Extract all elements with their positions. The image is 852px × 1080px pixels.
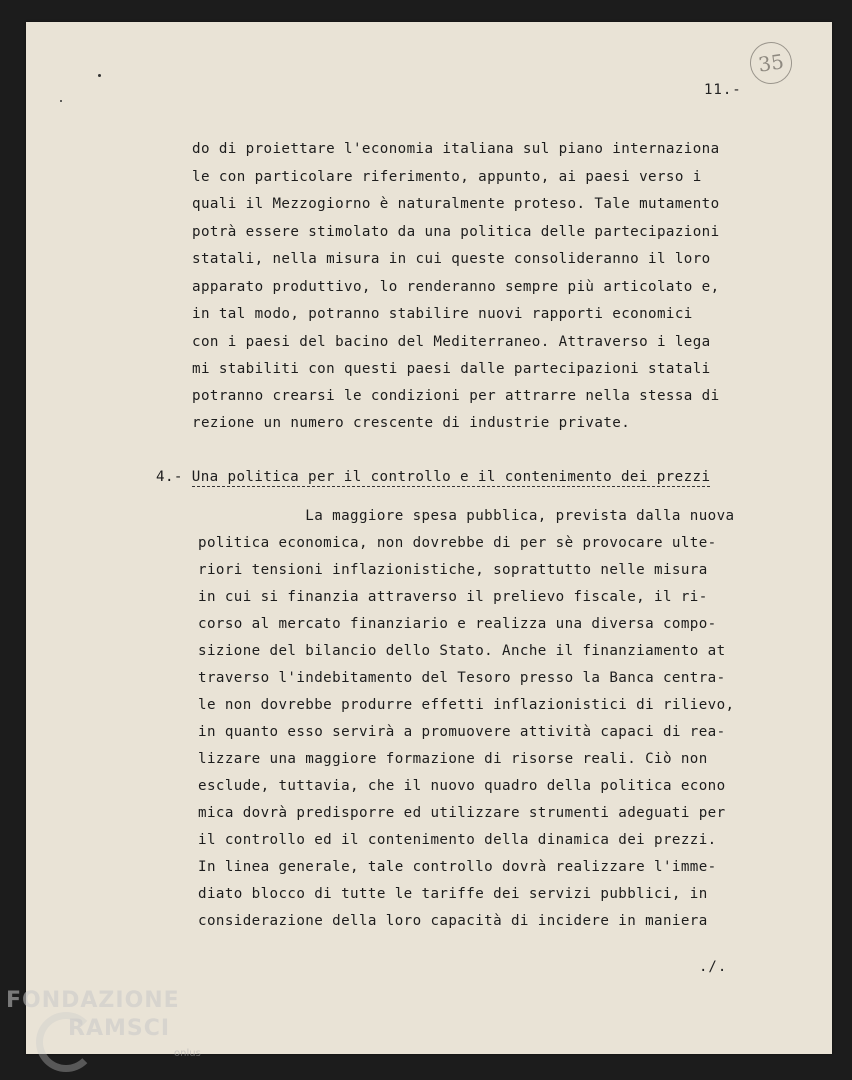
- text-line: mica dovrà predisporre ed utilizzare strumenti adeguati per: [198, 805, 726, 821]
- text-line: apparato produttivo, lo renderanno sempre più articolato e,: [192, 279, 720, 295]
- text-line: riori tensioni inflazionistiche, soprattutto nelle misura: [198, 562, 708, 578]
- text-line: potrà essere stimolato da una politica delle partecipazioni: [192, 224, 720, 240]
- speck: [60, 100, 62, 102]
- text-line: esclude, tuttavia, che il nuovo quadro della politica econo: [198, 778, 726, 794]
- continuation-mark: ./.: [699, 959, 728, 975]
- text-line: La maggiore spesa pubblica, prevista dalla nuova: [198, 508, 735, 524]
- document-page: [26, 22, 832, 1054]
- archive-stamp: 35: [747, 39, 794, 86]
- section-heading: [156, 469, 710, 485]
- watermark-line-2: RAMSCI: [68, 1016, 171, 1041]
- text-line: in cui si finanzia attraverso il prelievo fiscale, il ri-: [198, 589, 708, 605]
- text-line: statali, nella misura in cui queste consolideranno il loro: [192, 251, 711, 267]
- text-line: le non dovrebbe produrre effetti inflazionistici di rilievo,: [198, 697, 735, 713]
- section-title: Una politica per il controllo e il contenimento dei prezzi: [191, 469, 711, 485]
- text-line: corso al mercato finanziario e realizza una diversa compo-: [198, 616, 717, 632]
- text-line: rezione un numero crescente di industrie private.: [192, 415, 631, 431]
- text-line: politica economica, non dovrebbe di per sè provocare ulte-: [198, 535, 717, 551]
- text-line: in quanto esso servirà a promuovere attività capaci di rea-: [198, 724, 726, 740]
- section-number: 4.-: [156, 469, 183, 485]
- page-number: 11.-: [704, 82, 742, 98]
- text-line: con i paesi del bacino del Mediterraneo. Attraverso i lega: [192, 334, 711, 350]
- fondazione-gramsci-watermark: [6, 986, 216, 1076]
- text-line: potranno crearsi le condizioni per attrarre nella stessa di: [192, 388, 720, 404]
- text-line: traverso l'indebitamento del Tesoro presso la Banca centra-: [198, 670, 726, 686]
- watermark-line-3: onlus: [174, 1048, 201, 1059]
- text-line: do di proiettare l'economia italiana sul piano internaziona: [192, 141, 720, 157]
- text-line: il controllo ed il contenimento della dinamica dei prezzi.: [198, 832, 717, 848]
- speck: [98, 74, 101, 77]
- watermark-line-1: FONDAZIONE: [6, 988, 180, 1013]
- text-line: mi stabiliti con questi paesi dalle partecipazioni statali: [192, 361, 711, 377]
- text-line: sizione del bilancio dello Stato. Anche il finanziamento at: [198, 643, 726, 659]
- text-line: diato blocco di tutte le tariffe dei servizi pubblici, in: [198, 886, 708, 902]
- text-line: In linea generale, tale controllo dovrà realizzare l'imme-: [198, 859, 717, 875]
- text-line: in tal modo, potranno stabilire nuovi rapporti economici: [192, 306, 693, 322]
- text-line: le con particolare riferimento, appunto, ai paesi verso i: [192, 169, 702, 185]
- text-line: quali il Mezzogiorno è naturalmente proteso. Tale mutamento: [192, 196, 720, 212]
- text-line: lizzare una maggiore formazione di risorse reali. Ciò non: [198, 751, 708, 767]
- text-line: considerazione della loro capacità di incidere in maniera: [198, 913, 708, 929]
